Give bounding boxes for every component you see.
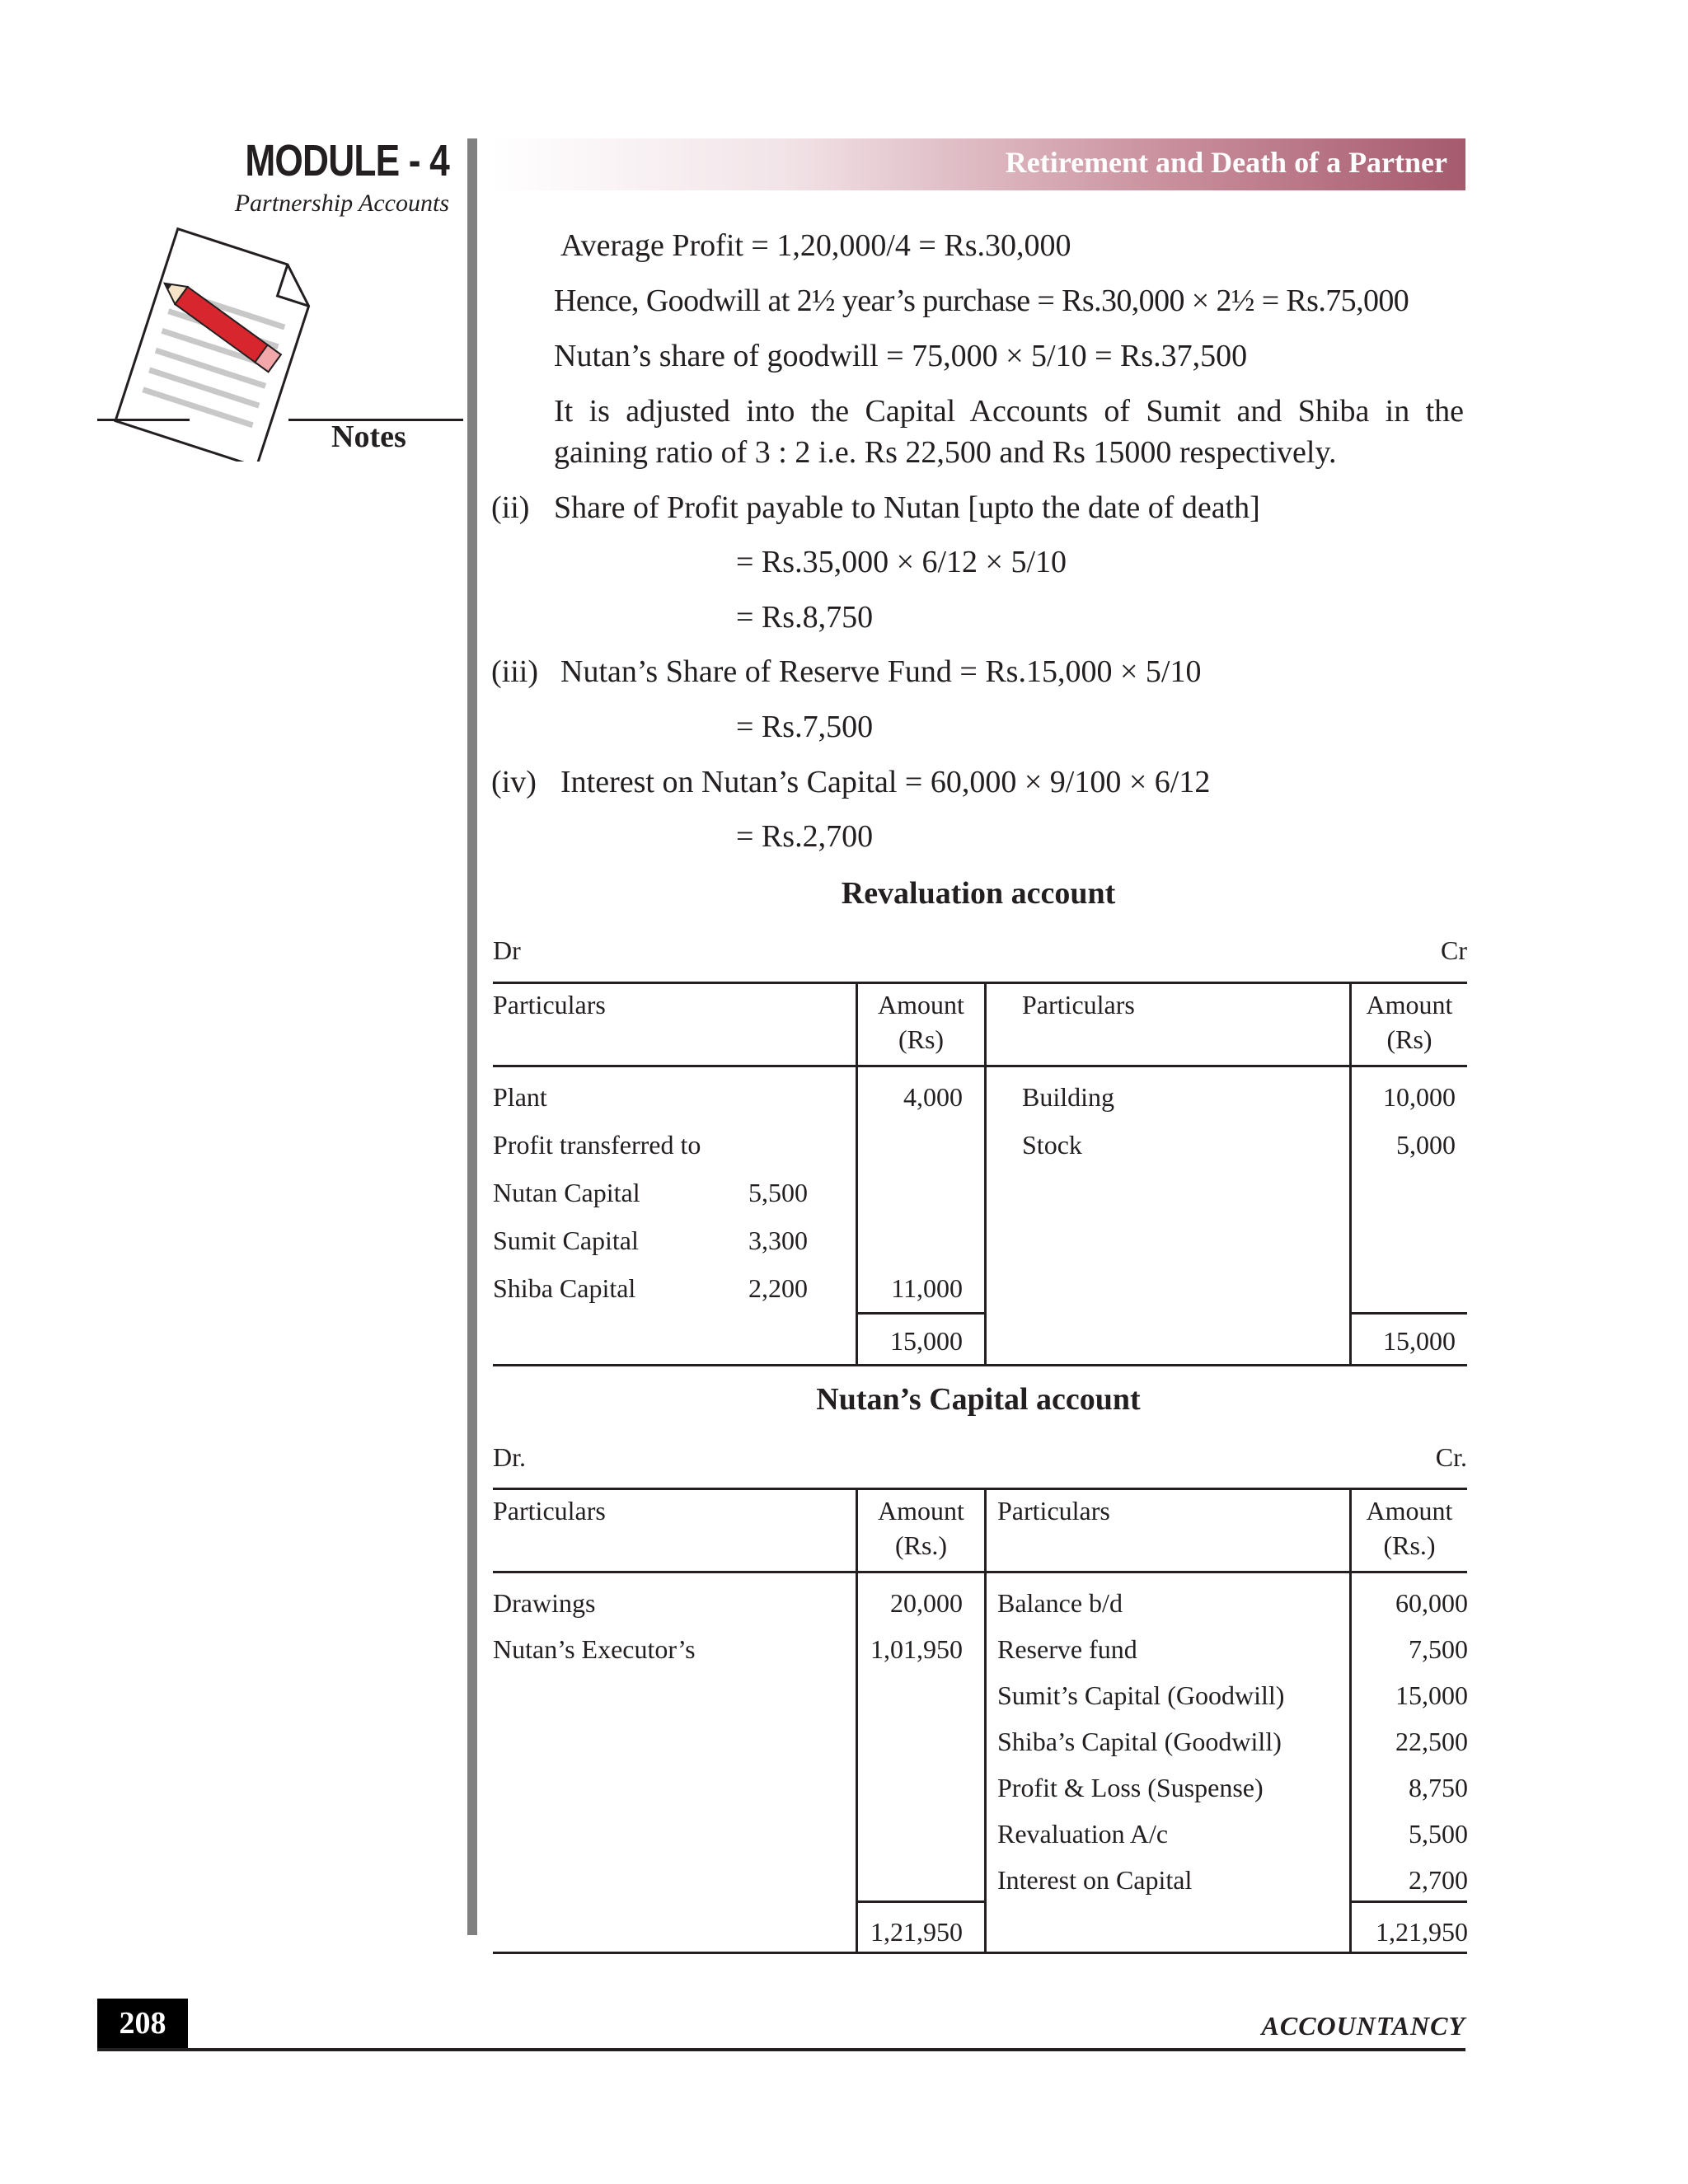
capital-header-amount-cr: Amount bbox=[1366, 1496, 1453, 1526]
capital-credit-label: Interest on Capital bbox=[997, 1865, 1193, 1895]
capital-debit-label: Nutan’s Executor’s bbox=[493, 1634, 696, 1664]
revaluation-plant-amount: 4,000 bbox=[903, 1082, 963, 1112]
capital-credit-label: Profit & Loss (Suspense) bbox=[997, 1773, 1264, 1802]
capital-credit-amount: 2,700 bbox=[1409, 1865, 1468, 1895]
footer-rule bbox=[97, 2048, 1465, 2051]
item-ii-text: Share of Profit payable to Nutan [upto the date of death] bbox=[554, 490, 1260, 525]
page-number: 208 bbox=[97, 1999, 188, 2048]
capital-debit-amount: 1,01,950 bbox=[870, 1634, 963, 1664]
capital-debit-label: Drawings bbox=[493, 1588, 596, 1618]
capital-rule-dr-subtotal bbox=[856, 1900, 985, 1903]
capital-rule-header bbox=[493, 1571, 1467, 1573]
margin-bar bbox=[467, 138, 477, 1935]
chapter-title: Retirement and Death of a Partner bbox=[1005, 146, 1447, 179]
revaluation-total-cr: 15,000 bbox=[1383, 1326, 1456, 1356]
revaluation-header-particulars-cr: Particulars bbox=[1022, 990, 1135, 1019]
capital-credit-amount: 5,500 bbox=[1409, 1819, 1468, 1849]
capital-total-dr: 1,21,950 bbox=[870, 1917, 963, 1947]
chapter-header bbox=[490, 138, 1465, 190]
capital-header-amount-dr: Amount bbox=[878, 1496, 964, 1526]
item-iv-text: Interest on Nutan’s Capital = 60,000 × 9/100 × 6/12 bbox=[560, 765, 1211, 799]
revaluation-rule-bottom bbox=[493, 1364, 1467, 1366]
capital-header-particulars-cr: Particulars bbox=[997, 1496, 1110, 1526]
revaluation-subtotal: 11,000 bbox=[891, 1273, 963, 1303]
capital-credit-label: Revaluation A/c bbox=[997, 1819, 1169, 1849]
revaluation-stock: Stock bbox=[1022, 1130, 1082, 1160]
capital-debit-amount: 20,000 bbox=[890, 1588, 963, 1618]
capital-header-unit-dr: (Rs.) bbox=[894, 1530, 948, 1560]
item-iii-text: Nutan’s Share of Reserve Fund = Rs.15,000 × 5/10 bbox=[560, 654, 1202, 689]
revaluation-plant: Plant bbox=[493, 1082, 547, 1112]
revaluation-sumit: Sumit Capital bbox=[493, 1226, 639, 1255]
revaluation-rule-top bbox=[493, 982, 1467, 984]
revaluation-header-amount-cr: Amount bbox=[1366, 990, 1453, 1019]
revaluation-header-particulars-dr: Particulars bbox=[493, 990, 606, 1019]
revaluation-dr: Dr bbox=[493, 935, 521, 965]
item-iv-calc: = Rs.2,700 bbox=[736, 819, 874, 854]
adjust-line-2: gaining ratio of 3 : 2 i.e. Rs 22,500 and Rs 15000 respectively. bbox=[554, 435, 1337, 470]
revaluation-header-unit-cr: (Rs) bbox=[1386, 1024, 1432, 1054]
revaluation-nutan-amount: 5,500 bbox=[748, 1178, 808, 1207]
capital-credit-label: Balance b/d bbox=[997, 1588, 1123, 1618]
revaluation-header-amount-dr: Amount bbox=[878, 990, 964, 1019]
revaluation-building: Building bbox=[1022, 1082, 1115, 1112]
revaluation-rule-cr-subtotal bbox=[1349, 1312, 1467, 1315]
item-ii-calc-1: = Rs.35,000 × 6/12 × 5/10 bbox=[736, 545, 1067, 579]
item-iv-number: (iv) bbox=[491, 765, 537, 799]
capital-credit-label: Reserve fund bbox=[997, 1634, 1137, 1664]
capital-title: Nutan’s Capital account bbox=[816, 1382, 1141, 1417]
capital-credit-amount: 15,000 bbox=[1395, 1680, 1468, 1710]
goodwill-line: Hence, Goodwill at 2½ year’s purchase = Rs.30,000 × 2½ = Rs.75,000 bbox=[554, 284, 1409, 318]
adjust-line-1: It is adjusted into the Capital Accounts of Sumit and Shiba in the bbox=[554, 394, 1464, 429]
revaluation-nutan: Nutan Capital bbox=[493, 1178, 640, 1207]
capital-credit-label: Shiba’s Capital (Goodwill) bbox=[997, 1727, 1282, 1756]
notes-icon bbox=[95, 223, 317, 462]
notes-divider-left bbox=[97, 419, 190, 421]
capital-credit-amount: 60,000 bbox=[1395, 1588, 1468, 1618]
revaluation-stock-amount: 5,000 bbox=[1396, 1130, 1456, 1160]
capital-credit-amount: 8,750 bbox=[1409, 1773, 1468, 1802]
capital-header-particulars-dr: Particulars bbox=[493, 1496, 606, 1526]
revaluation-rule-dr-subtotal bbox=[856, 1312, 985, 1315]
capital-credit-amount: 22,500 bbox=[1395, 1727, 1468, 1756]
capital-rule-top bbox=[493, 1488, 1467, 1490]
capital-cr: Cr. bbox=[1435, 1442, 1467, 1472]
item-ii-number: (ii) bbox=[491, 490, 530, 525]
item-ii-calc-2: = Rs.8,750 bbox=[736, 600, 874, 635]
capital-credit-label: Sumit’s Capital (Goodwill) bbox=[997, 1680, 1285, 1710]
capital-total-cr: 1,21,950 bbox=[1376, 1917, 1468, 1947]
capital-header-unit-cr: (Rs.) bbox=[1383, 1530, 1436, 1560]
revaluation-title: Revaluation account bbox=[841, 876, 1116, 911]
revaluation-total-dr: 15,000 bbox=[890, 1326, 963, 1356]
capital-rule-cr-subtotal bbox=[1349, 1900, 1467, 1903]
revaluation-shiba-amount: 2,200 bbox=[748, 1273, 808, 1303]
module-subtitle: Partnership Accounts bbox=[234, 190, 449, 217]
item-iii-number: (iii) bbox=[491, 654, 538, 689]
revaluation-header-unit-dr: (Rs) bbox=[898, 1024, 945, 1054]
module-title: MODULE - 4 bbox=[245, 136, 449, 185]
capital-col-2 bbox=[984, 1488, 987, 1954]
capital-credit-amount: 7,500 bbox=[1409, 1634, 1468, 1664]
revaluation-cr: Cr bbox=[1441, 935, 1467, 965]
footer-subject: ACCOUNTANCY bbox=[1261, 2011, 1465, 2041]
revaluation-building-amount: 10,000 bbox=[1383, 1082, 1456, 1112]
revaluation-sumit-amount: 3,300 bbox=[748, 1226, 808, 1255]
capital-rule-bottom bbox=[493, 1952, 1467, 1954]
item-iii-calc: = Rs.7,500 bbox=[736, 710, 874, 744]
capital-dr: Dr. bbox=[493, 1442, 526, 1472]
notes-label: Notes bbox=[331, 419, 406, 454]
average-profit-line: Average Profit = 1,20,000/4 = Rs.30,000 bbox=[560, 228, 1071, 263]
revaluation-rule-header bbox=[493, 1065, 1467, 1067]
revaluation-col-2 bbox=[984, 982, 987, 1366]
revaluation-profit-label: Profit transferred to bbox=[493, 1130, 701, 1160]
revaluation-shiba: Shiba Capital bbox=[493, 1273, 636, 1303]
nutan-goodwill-line: Nutan’s share of goodwill = 75,000 × 5/10 = Rs.37,500 bbox=[554, 339, 1248, 373]
